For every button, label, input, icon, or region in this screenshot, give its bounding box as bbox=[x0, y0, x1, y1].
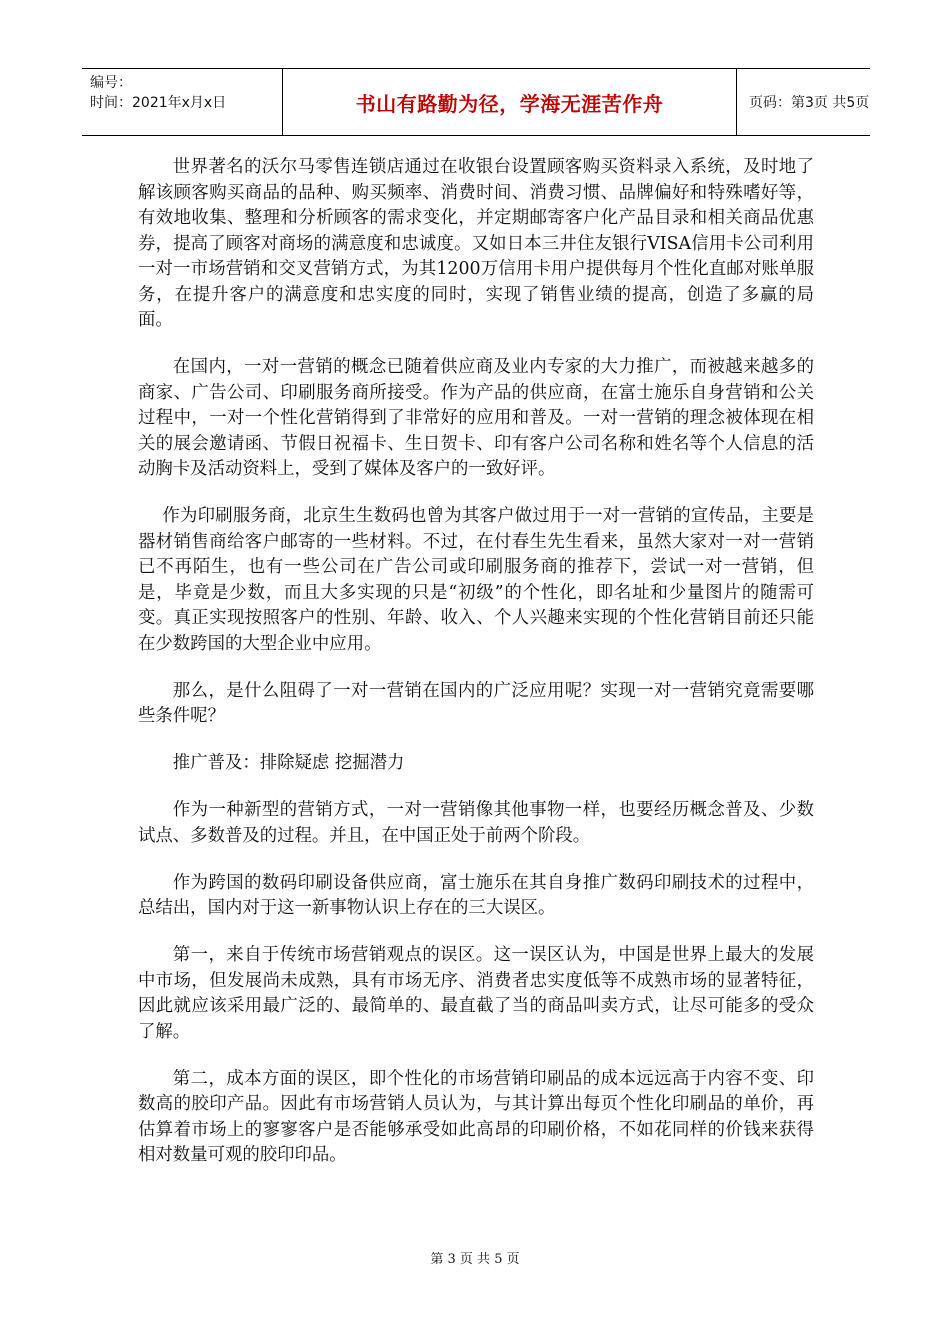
serial-label: 编号： bbox=[90, 75, 132, 91]
header-motto: 书山有路勤为径，学海无涯苦作舟 bbox=[282, 69, 737, 135]
page-footer: 第 3 页 共 5 页 bbox=[430, 1252, 520, 1267]
page-header bbox=[82, 68, 870, 136]
paragraph-2: 在国内，一对一营销的概念已随着供应商及业内专家的大力推广，而被越来越多的商家、广告公司、印刷服务商所接受。作为产品的供应商，在富士施乐自身营销和公关过程中，一对一个性化营销得到了非常好的应用和普及。一对一营销的理念被体现在相关的展会邀请函、节假日祝福卡、生日贺卡、印有客户公司名称和姓名等个人信息的活动胸卡及活动资料上，受到了媒体及客户的一致好评。 bbox=[138, 357, 814, 479]
paragraph-3: 作为印刷服务商，北京生生数码也曾为其客户做过用于一对一营销的宣传品，主要是器材销售商给客户邮寄的一些材料。不过，在付春生先生看来，虽然大家对一对一营销已不再陌生，也有一些公司在广告公司或印刷服务商的推荐下，尝试一对一营销，但是，毕竟是少数，而且大多实现的只是“初级”的个性化，即名址和少量图片的随需可变。真正实现按照客户的性别、年龄、收入、个人兴趣来实现的个性化营销目前还只能在少数跨国的大型企业中应用。 bbox=[138, 506, 814, 654]
paragraph-4: 那么，是什么阻碍了一对一营销在国内的广泛应用呢？实现一对一营销究竟需要哪些条件呢？ bbox=[138, 680, 814, 726]
paragraph-5: 作为一种新型的营销方式，一对一营销像其他事物一样，也要经历概念普及、少数试点、多数普及的过程。并且，在中国正处于前两个阶段。 bbox=[138, 800, 814, 846]
header-page-info: 页码：第3页 共5页 bbox=[749, 95, 870, 111]
paragraph-6: 作为跨国的数码印刷设备供应商，富士施乐在其自身推广数码印刷技术的过程中，总结出，国内对于这一新事物认识上存在的三大误区。 bbox=[138, 872, 814, 918]
header-meta bbox=[82, 69, 282, 135]
document-body bbox=[138, 155, 814, 1190]
date-label: 时间：2021年x月x日 bbox=[90, 95, 227, 111]
section-heading: 推广普及：排除疑虑 挖掘潜力 bbox=[172, 753, 405, 773]
paragraph-7: 第一，来自于传统市场营销观点的误区。这一误区认为，中国是世界上最大的发展中市场，但发展尚未成熟，具有市场无序、消费者忠实度低等不成熟市场的显著特征，因此就应该采用最广泛的、最简单的、最直截了当的商品叫卖方式，让尽可能多的受众了解。 bbox=[138, 945, 814, 1042]
paragraph-8: 第二，成本方面的误区，即个性化的市场营销印刷品的成本远远高于内容不变、印数高的胶印产品。因此有市场营销人员认为，与其计算出每页个性化印刷品的单价，再估算着市场上的寥寥客户是否能够承受如此高昂的印刷价格，不如花同样的价钱来获得相对数量可观的胶印印品。 bbox=[138, 1068, 814, 1165]
paragraph-1: 世界著名的沃尔马零售连锁店通过在收银台设置顾客购买资料录入系统，及时地了解该顾客购买商品的品种、购买频率、消费时间、消费习惯、品牌偏好和特殊嗜好等，有效地收集、整理和分析顾客的需求变化，并定期邮寄客户化产品目录和相关商品优惠券，提高了顾客对商场的满意度和忠诚度。又如日本三井住友银行VISA信用卡公司利用一对一市场营销和交叉营销方式，为其1200万信用卡用户提供每月个性化直邮对账单服务，在提升客户的满意度和忠实度的同时，实现了销售业绩的提高，创造了多赢的局面。 bbox=[138, 157, 814, 330]
